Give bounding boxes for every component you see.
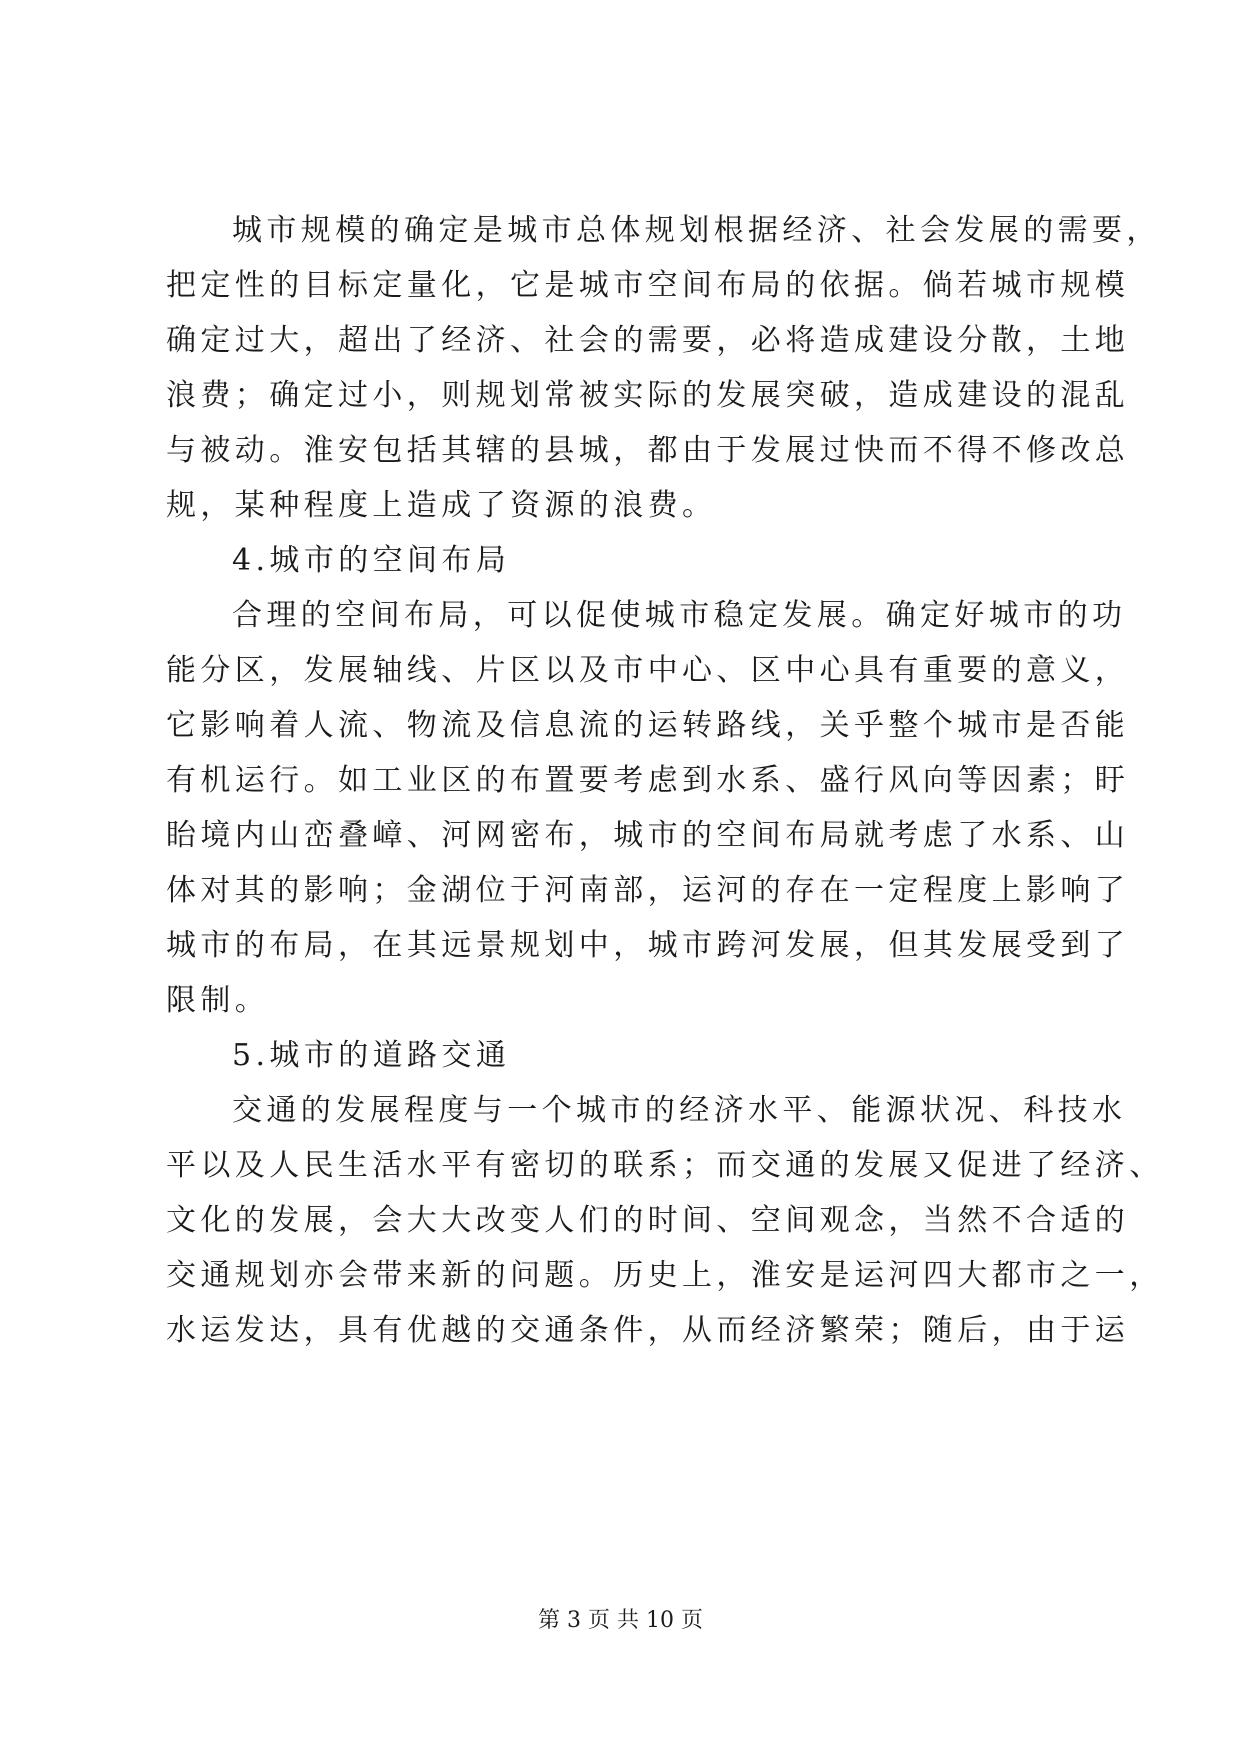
text-line: 水运发达，具有优越的交通条件，从而经济繁荣；随后，由于运 [166,1313,1130,1348]
text-line: 确定过大，超出了经济、社会的需要，必将造成建设分散，土地 [166,323,1130,358]
text-line: 浪费；确定过小，则规划常被实际的发展突破，造成建设的混乱 [166,378,1130,413]
text-line: 眙境内山峦叠嶂、河网密布，城市的空间布局就考虑了水系、山 [166,818,1130,853]
text-line: 文化的发展，会大大改变人们的时间、空间观念，当然不合适的 [166,1203,1130,1238]
page-number-footer: 第 3 页 共 10 页 [538,1608,703,1633]
text-line: 城市的布局，在其远景规划中，城市跨河发展，但其发展受到了 [166,928,1130,963]
section-heading: 4.城市的空间布局 [232,543,511,578]
text-line: 城市规模的确定是城市总体规划根据经济、社会发展的需要， [232,213,1161,248]
text-line: 能分区，发展轴线、片区以及市中心、区中心具有重要的意义， [166,653,1130,688]
text-line: 体对其的影响；金湖位于河南部，运河的存在一定程度上影响了 [166,873,1130,908]
text-line: 合理的空间布局，可以促使城市稳定发展。确定好城市的功 [232,598,1127,633]
text-line: 有机运行。如工业区的布置要考虑到水系、盛行风向等因素；盱 [166,763,1130,798]
text-line: 把定性的目标定量化，它是城市空间布局的依据。倘若城市规模 [166,268,1130,303]
text-line: 交通的发展程度与一个城市的经济水平、能源状况、科技水 [232,1093,1127,1128]
text-line: 与被动。淮安包括其辖的县城，都由于发展过快而不得不修改总 [166,433,1130,468]
section-heading: 5.城市的道路交通 [232,1038,511,1073]
text-line: 规，某种程度上造成了资源的浪费。 [166,488,717,523]
text-line: 平以及人民生活水平有密切的联系；而交通的发展又促进了经济、 [166,1148,1164,1183]
text-line: 限制。 [166,983,270,1018]
text-line: 交通规划亦会带来新的问题。历史上，淮安是运河四大都市之一， [166,1258,1164,1293]
text-line: 它影响着人流、物流及信息流的运转路线，关乎整个城市是否能 [166,708,1130,743]
